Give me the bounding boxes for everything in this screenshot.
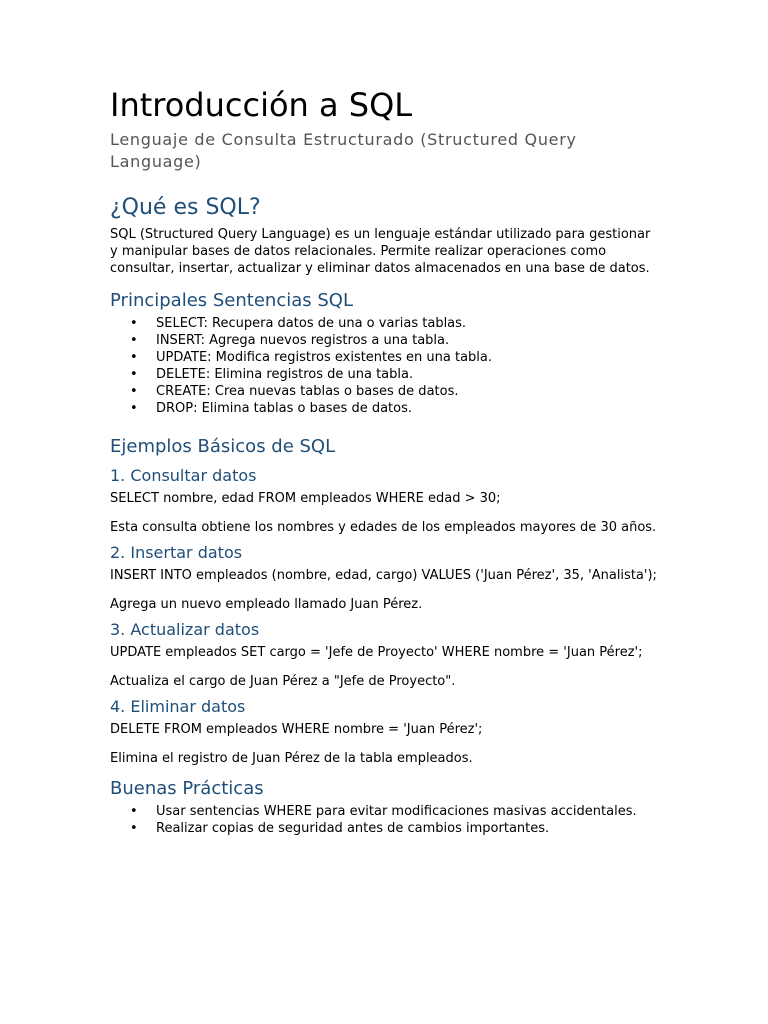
list-item [110,400,658,417]
list-item [110,803,658,820]
paragraph-what-is-sql: SQL (Structured Query Language) es un lenguaje estándar utilizado para gestionar y manipular bases de datos relacionales. Permite realizar operaciones como consultar, insertar, actualizar y eliminar datos almacenados en una base de datos. [110,227,651,276]
list-item-text: UPDATE: Modifica registros existentes en una tabla. [156,350,493,365]
section-heading-best-practices: Buenas Prácticas [110,778,264,799]
list-item-text: DELETE: Elimina registros de una tabla. [156,367,414,382]
list-item [110,820,658,837]
list-item-text: DROP: Elimina tablas o bases de datos. [156,401,413,416]
list-item-text: CREATE: Crea nuevas tablas o bases de datos. [156,384,459,399]
example-code-insert: INSERT INTO empleados (nombre, edad, cargo) VALUES ('Juan Pérez', 35, 'Analista'); [110,568,657,583]
example-heading-select: 1. Consultar datos [110,466,257,485]
bullet-icon: • [130,350,138,365]
example-code-select: SELECT nombre, edad FROM empleados WHERE edad > 30; [110,491,501,506]
list-item [110,383,658,400]
bullet-icon: • [130,401,138,416]
example-code-update: UPDATE empleados SET cargo = 'Jefe de Proyecto' WHERE nombre = 'Juan Pérez'; [110,645,643,660]
bullet-icon: • [130,804,138,819]
section-heading-main-statements: Principales Sentencias SQL [110,290,353,311]
example-heading-delete: 4. Eliminar datos [110,697,246,716]
bullet-icon: • [130,333,138,348]
statements-list [110,315,658,417]
list-item [110,366,658,383]
list-item-text: Usar sentencias WHERE para evitar modificaciones masivas accidentales. [156,804,637,819]
list-item [110,349,658,366]
section-heading-basic-examples: Ejemplos Básicos de SQL [110,436,336,457]
section-heading-what-is-sql: ¿Qué es SQL? [110,195,261,220]
list-item-text: Realizar copias de seguridad antes de cambios importantes. [156,821,550,836]
example-heading-update: 3. Actualizar datos [110,620,260,639]
page-title: Introducción a SQL [110,86,413,124]
example-description-insert: Agrega un nuevo empleado llamado Juan Pérez. [110,597,423,612]
bullet-icon: • [130,821,138,836]
example-description-select: Esta consulta obtiene los nombres y edades de los empleados mayores de 30 años. [110,520,657,535]
example-description-delete: Elimina el registro de Juan Pérez de la tabla empleados. [110,751,473,766]
list-item-text: SELECT: Recupera datos de una o varias tablas. [156,316,467,331]
example-code-delete: DELETE FROM empleados WHERE nombre = 'Juan Pérez'; [110,722,483,737]
bullet-icon: • [130,367,138,382]
list-item [110,332,658,349]
example-heading-insert: 2. Insertar datos [110,543,243,562]
page-subtitle: Lenguaje de Consulta Estructurado (Structured Query Language) [110,130,577,171]
best-practices-list [110,803,658,837]
list-item-text: INSERT: Agrega nuevos registros a una tabla. [156,333,450,348]
bullet-icon: • [130,316,138,331]
example-description-update: Actualiza el cargo de Juan Pérez a "Jefe de Proyecto". [110,674,456,689]
list-item [110,315,658,332]
bullet-icon: • [130,384,138,399]
